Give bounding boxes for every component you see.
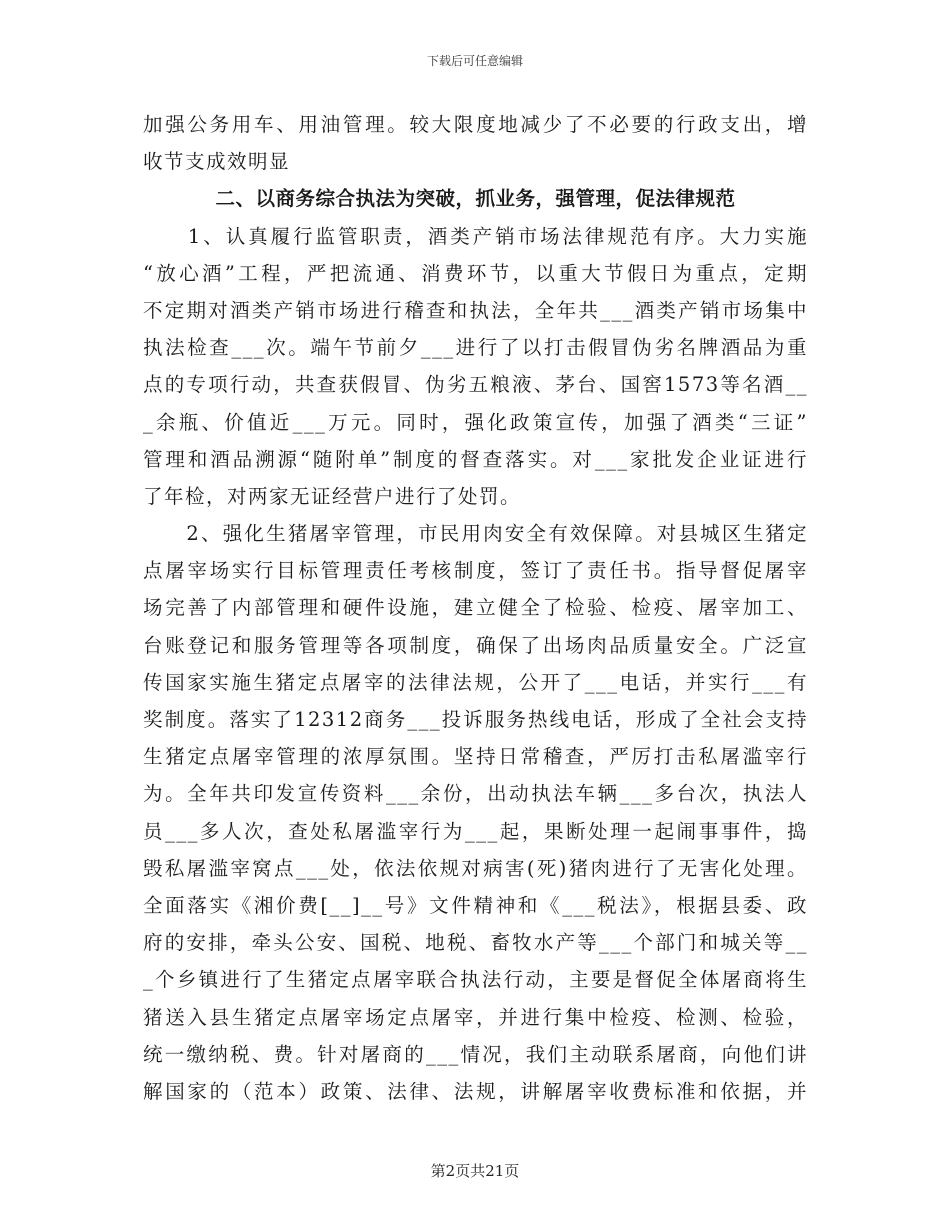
text-line: 2、强化生猪屠宰管理，市民用肉安全有效保障。对县城区生猪定	[143, 522, 808, 546]
text-line: 府的安排，牵头公安、国税、地税、畜牧水产等___个部门和城关等__	[143, 931, 808, 955]
text-line: 1、认真履行监管职责，酒类产销市场法律规范有序。大力实施	[143, 224, 808, 248]
text-line: 员___多人次，查处私屠滥宰行为___起，果断处理一起闹事事件，捣	[143, 819, 808, 843]
text-line: 解国家的（范本）政策、法律、法规，讲解屠宰收费标准和依据，并	[143, 1079, 808, 1103]
text-line: 管理和酒品溯源“随附单”制度的督查落实。对___家批发企业证进行	[143, 447, 808, 471]
text-line: 点的专项行动，共查获假冒、伪劣五粮液、茅台、国窖1573等名酒__	[143, 373, 808, 397]
page-header: 下载后可任意编辑	[426, 54, 523, 68]
text-line: 加强公务用车、用油管理。较大限度地减少了不必要的行政支出，增	[143, 113, 808, 136]
text-line: 点屠宰场实行目标管理责任考核制度，签订了责任书。指导督促屠宰	[143, 559, 808, 583]
text-line: 生猪定点屠宰管理的浓厚氛围。坚持日常稽查，严厉打击私屠滥宰行	[143, 745, 808, 769]
text-line: _个乡镇进行了生猪定点屠宰联合执法行动，主要是督促全体屠商将生	[143, 968, 808, 992]
text-line: “放心酒”工程，严把流通、消费环节，以重大节假日为重点，定期	[143, 261, 808, 285]
text-line: 台账登记和服务管理等各项制度，确保了出场肉品质量安全。广泛宣	[143, 633, 808, 657]
text-line: 不定期对酒类产销市场进行稽查和执法，全年共___酒类产销市场集中	[143, 298, 808, 322]
text-line: 收节支成效明显	[143, 150, 291, 174]
text-line: 为。全年共印发宣传资料___余份，出动执法车辆___多台次，执法人	[143, 782, 808, 806]
text-line: 执法检查___次。端午节前夕___进行了以打击假冒伪劣名牌酒品为重	[143, 336, 808, 360]
text-line: 猪送入县生猪定点屠宰场定点屠宰，并进行集中检疫、检测、检验，	[143, 1005, 808, 1029]
section-heading: 二、以商务综合执法为突破，抓业务，强管理，促法律规范	[215, 187, 736, 211]
text-line: 毁私屠滥宰窝点___处，依法依规对病害(死)猪肉进行了无害化处理。	[143, 856, 808, 880]
text-line: 统一缴纳税、费。针对屠商的___情况，我们主动联系屠商，向他们讲	[143, 1042, 808, 1066]
text-line: 了年检，对两家无证经营户进行了处罚。	[143, 484, 522, 508]
text-line: 场完善了内部管理和硬件设施，建立健全了检验、检疫、屠宰加工、	[143, 596, 808, 620]
page-number: 第2页共21页	[430, 1162, 520, 1180]
text-line: 奖制度。落实了12312商务___投诉服务热线电话，形成了全社会支持	[143, 708, 808, 731]
text-line: _余瓶、价值近___万元。同时，强化政策宣传，加强了酒类“三证”	[143, 410, 808, 434]
text-line: 传国家实施生猪定点屠宰的法律法规，公开了___电话，并实行___有	[143, 670, 808, 694]
text-line: 全面落实《湘价费[__]__号》文件精神和《___税法》，根据县委、政	[143, 893, 808, 917]
document-body	[143, 106, 808, 1110]
